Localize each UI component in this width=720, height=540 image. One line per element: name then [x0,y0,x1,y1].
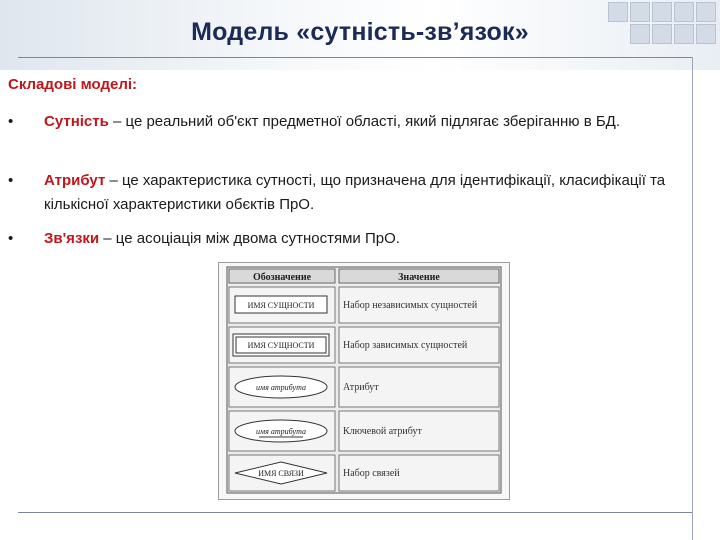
definition-attribute: – це характеристика сутності, що призначена для ідентифікації, класифікації та кількісної характеристики обєктів ПрО. [44,172,666,213]
term-entity: Сутність [44,113,109,130]
header-symbol: Обозначение [252,272,312,283]
symbol-label: ИМЯ СВЯЗИ [258,469,304,478]
meaning-text: Набор зависимых сущностей [343,340,468,351]
meaning-text: Ключевой атрибут [343,426,422,437]
symbol-label: имя атрибута [256,427,306,436]
bullet-icon: • [8,113,14,130]
notation-table [218,262,510,500]
term-attribute: Атрибут [44,172,106,189]
definition-relationship: – це асоціація між двома сутностями ПрО. [99,230,400,247]
meaning-text: Набор независимых сущностей [343,300,478,311]
section-title: Складові моделі: [8,76,138,93]
bottom-divider [18,512,692,513]
right-border-line [692,57,693,540]
bullet-icon: • [8,230,14,247]
slide-title: Модель «сутність-зв’язок» [191,18,529,46]
symbol-label: ИМЯ СУЩНОСТИ [247,341,315,350]
title-divider [18,57,692,58]
list-item-relationship [44,227,684,251]
bullet-icon: • [8,172,14,189]
list-item-entity [44,110,684,134]
list-item-attribute [44,169,684,217]
term-relationship: Зв'язки [44,230,100,247]
symbol-label: ИМЯ СУЩНОСТИ [247,301,315,310]
meaning-text: Набор связей [343,468,400,479]
symbol-label: имя атрибута [256,383,306,392]
definition-entity: – це реальний об'єкт предметної області, який підлягає зберіганню в БД. [108,113,621,130]
header-meaning: Значение [398,272,440,283]
meaning-text: Атрибут [343,382,379,393]
